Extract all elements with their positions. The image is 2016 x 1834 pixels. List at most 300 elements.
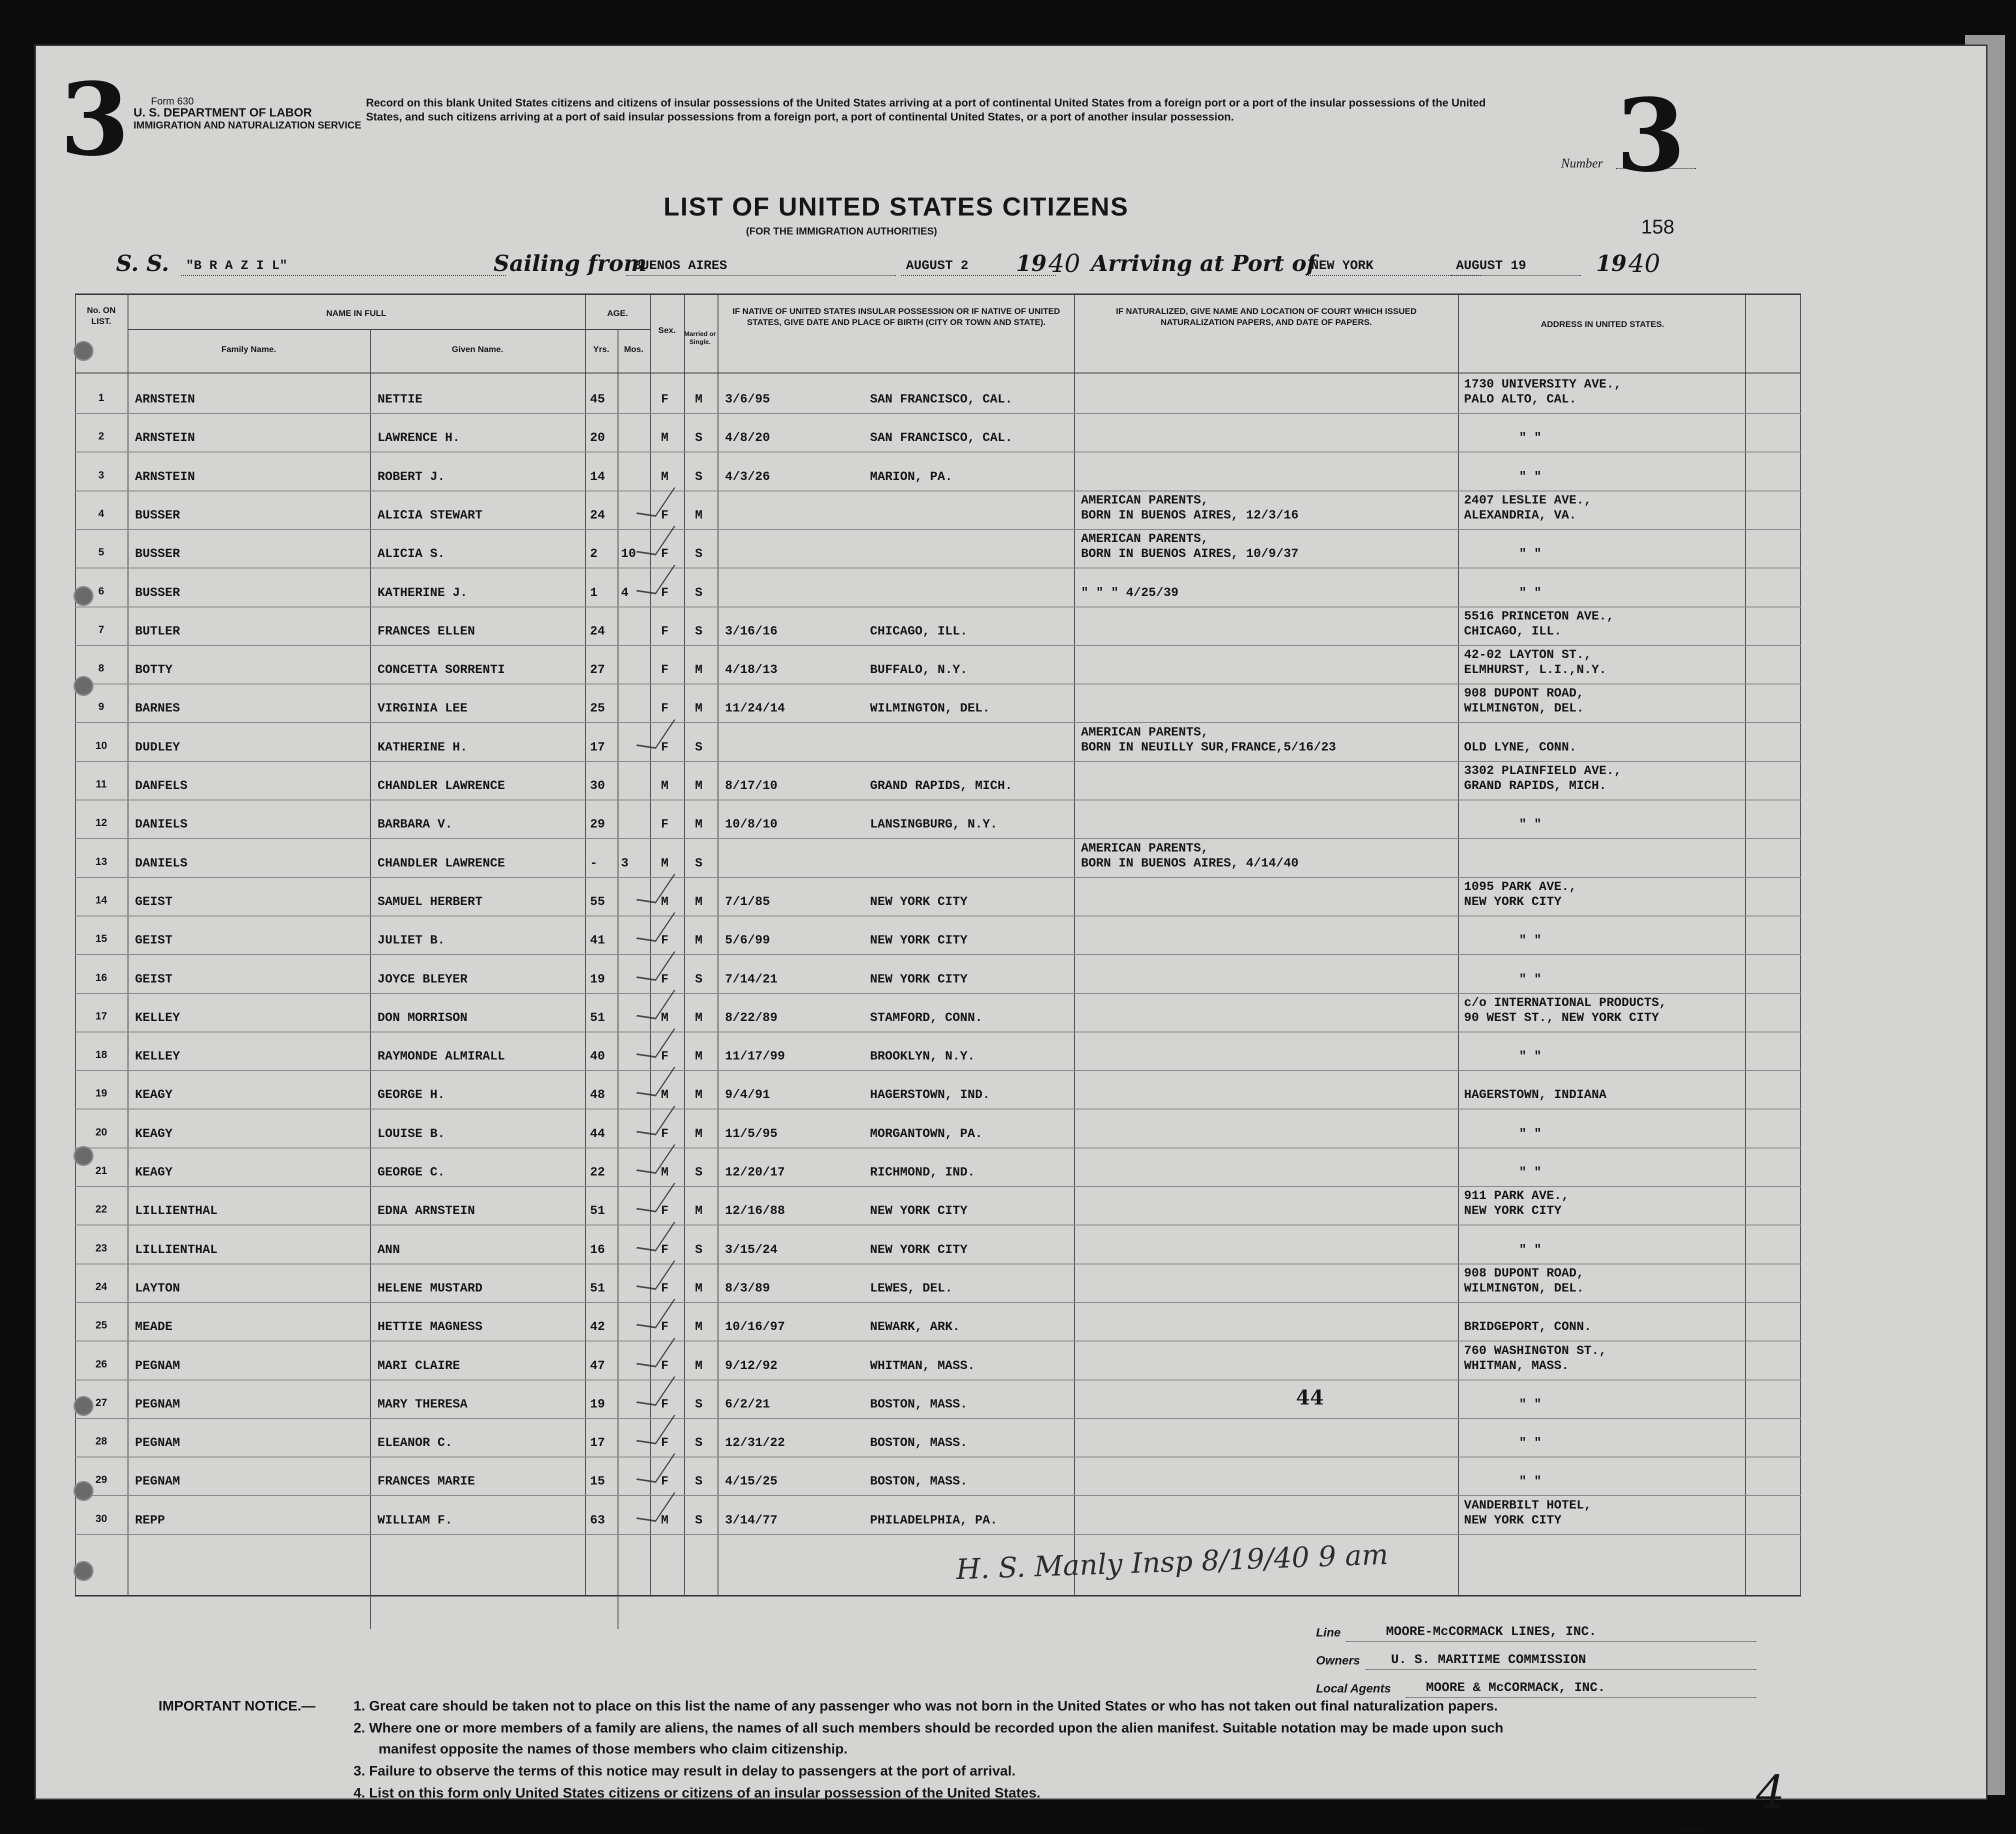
birth-place: NEW YORK CITY — [870, 1204, 968, 1218]
header-married-single: Married or Single. — [684, 330, 716, 346]
sailing-line — [626, 275, 896, 276]
page-stamp-number: 158 — [1641, 216, 1674, 238]
notice-item: 4. List on this form only United States citizens or citizens of an insular possession of the United States. — [354, 1785, 1040, 1800]
owners-value: U. S. MARITIME COMMISSION — [1391, 1652, 1586, 1667]
table-row — [75, 530, 1801, 568]
passenger-table — [75, 294, 1801, 1596]
given-name: CONCETTA SORRENTI — [378, 662, 506, 678]
sex: M — [661, 1010, 669, 1025]
address-line2: " " — [1519, 817, 1542, 832]
family-name: GEIST — [135, 972, 173, 986]
marital-status: S — [695, 469, 703, 484]
number-label: Number — [1561, 156, 1603, 170]
family-name: PEGNAM — [135, 1358, 180, 1373]
address-line1: 42-02 LAYTON ST., — [1464, 648, 1592, 662]
naturalization-line2: BORN IN NEUILLY SUR,FRANCE,5/16/23 — [1081, 740, 1336, 754]
birth-date: 8/17/10 — [725, 778, 778, 793]
sail-year: 40 — [1048, 249, 1080, 278]
table-row — [75, 1342, 1801, 1380]
row-number: 20 — [95, 1126, 108, 1138]
address-line1: 3302 PLAINFIELD AVE., — [1464, 764, 1622, 778]
table-row — [75, 994, 1801, 1032]
row-number: 3 — [98, 469, 104, 481]
birth-place: NEW YORK CITY — [870, 894, 968, 909]
table-row — [75, 414, 1801, 452]
address-line1: 1095 PARK AVE., — [1464, 879, 1577, 894]
address-line1: 760 WASHINGTON ST., — [1464, 1343, 1607, 1358]
address-line1: VANDERBILT HOTEL, — [1464, 1498, 1592, 1512]
age-years: 15 — [590, 1474, 606, 1489]
marital-status: M — [695, 778, 703, 793]
age-years: 48 — [590, 1088, 606, 1102]
row-number: 1 — [98, 392, 104, 404]
notice-item: 2. Where one or more members of a family are aliens, the names of all such members should be recorded upon the alien manifest. Suitable notation may be made upon such — [354, 1720, 1504, 1736]
address-line2: HAGERSTOWN, INDIANA — [1464, 1088, 1607, 1102]
given-name: CHANDLER LAWRENCE — [378, 856, 506, 870]
naturalization-line2: BORN IN BUENOS AIRES, 10/9/37 — [1081, 546, 1299, 562]
sex: M — [661, 894, 669, 909]
age-years: 19 — [590, 1396, 606, 1412]
row-number: 7 — [98, 624, 104, 636]
header-mos: Mos. — [624, 344, 644, 354]
marital-status: S — [695, 430, 703, 446]
address-line2: 90 WEST ST., NEW YORK CITY — [1464, 1010, 1660, 1025]
sex: M — [661, 856, 669, 870]
age-years: 20 — [590, 430, 606, 446]
table-row — [75, 646, 1801, 684]
marital-status: M — [695, 1010, 703, 1025]
given-name: CHANDLER LAWRENCE — [378, 778, 506, 793]
owners-rule — [1366, 1669, 1756, 1670]
given-name: WILLIAM F. — [378, 1512, 453, 1528]
notice-heading: IMPORTANT NOTICE.— — [158, 1698, 316, 1714]
address-line2: " " — [1519, 469, 1542, 484]
line-rule — [1346, 1641, 1756, 1642]
given-name: LAWRENCE H. — [378, 430, 460, 446]
notice-item: 1. Great care should be taken not to place on this list the name of any passenger who was not born in the United States or who has not taken out final naturalization papers. — [354, 1698, 1498, 1714]
punch-hole — [74, 676, 94, 696]
given-name: HETTIE MAGNESS — [378, 1320, 483, 1334]
corner-number-left: 3 — [60, 61, 130, 178]
given-name: GEORGE C. — [378, 1165, 446, 1180]
address-line2: " " — [1519, 1165, 1542, 1180]
family-name: BUSSER — [135, 585, 180, 600]
address-line2: BRIDGEPORT, CONN. — [1464, 1320, 1592, 1334]
sex: M — [661, 430, 669, 446]
table-row — [75, 1186, 1801, 1226]
address-line2: " " — [1519, 1049, 1542, 1064]
birth-date: 8/22/89 — [725, 1010, 778, 1025]
given-name: FRANCES MARIE — [378, 1474, 476, 1489]
age-years: 27 — [590, 662, 606, 678]
header-rule — [75, 372, 1801, 374]
service-name: IMMIGRATION AND NATURALIZATION SERVICE — [134, 120, 362, 131]
table-row — [75, 607, 1801, 646]
address-line2: " " — [1519, 1436, 1542, 1450]
arrival-port: NEW YORK — [1311, 258, 1374, 273]
age-years: 40 — [590, 1049, 606, 1064]
given-name: MARI CLAIRE — [378, 1358, 460, 1373]
notice-item: manifest opposite the names of those members who claim citizenship. — [378, 1741, 848, 1756]
birth-place: BOSTON, MASS. — [870, 1474, 968, 1489]
marital-status: M — [695, 1358, 703, 1373]
table-row — [75, 491, 1801, 530]
age-years: 51 — [590, 1010, 606, 1025]
naturalization-line2: BORN IN BUENOS AIRES, 4/14/40 — [1081, 856, 1299, 870]
sex: F — [661, 585, 669, 600]
birth-date: 4/15/25 — [725, 1474, 778, 1489]
sailing-label: Sailing from — [494, 251, 647, 276]
age-years: 63 — [590, 1512, 606, 1528]
sex: M — [661, 1165, 669, 1180]
address-line2: NEW YORK CITY — [1464, 1512, 1562, 1528]
age-years: 47 — [590, 1358, 606, 1373]
age-years: 19 — [590, 972, 606, 986]
print-mark: 16—8091 — [1676, 1826, 1706, 1834]
address-line1: 1730 UNIVERSITY AVE., — [1464, 377, 1622, 392]
header-given-name: Given Name. — [452, 344, 504, 354]
row-number: 22 — [95, 1204, 108, 1216]
birth-date: 11/5/95 — [725, 1126, 778, 1141]
passenger-count: 44 — [1296, 1386, 1324, 1410]
age-months: 10 — [621, 546, 636, 562]
birth-date: 12/16/88 — [725, 1204, 786, 1218]
birth-date: 8/3/89 — [725, 1280, 770, 1296]
punch-hole — [74, 586, 94, 606]
family-name: KEAGY — [135, 1126, 173, 1141]
voyage-line — [36, 251, 1736, 281]
row-number: 12 — [95, 817, 108, 829]
row-number: 4 — [98, 508, 104, 520]
family-name: KEAGY — [135, 1088, 173, 1102]
address-line2: WHITMAN, MASS. — [1464, 1358, 1570, 1373]
row-number: 27 — [95, 1396, 108, 1408]
birth-date: 4/3/26 — [725, 469, 770, 484]
marital-status: M — [695, 933, 703, 948]
address-line2: ALEXANDRIA, VA. — [1464, 508, 1577, 522]
header-naturalized: IF NATURALIZED, GIVE NAME AND LOCATION OF COURT WHICH ISSUED NATURALIZATION PAPERS, AND DATE OF PAPERS. — [1116, 306, 1417, 327]
row-number: 14 — [95, 894, 108, 906]
given-name: ANN — [378, 1242, 400, 1257]
age-years: 51 — [590, 1280, 606, 1296]
owners-label: Owners — [1316, 1654, 1360, 1668]
address-line2: " " — [1519, 1242, 1542, 1257]
address-line2: PALO ALTO, CAL. — [1464, 392, 1577, 406]
marital-status: S — [695, 972, 703, 986]
given-name: VIRGINIA LEE — [378, 701, 468, 716]
row-number: 28 — [95, 1436, 108, 1448]
sailing-from: BUENOS AIRES — [634, 258, 728, 273]
punch-hole — [74, 1561, 94, 1581]
marital-status: M — [695, 701, 703, 716]
birth-date: 3/16/16 — [725, 624, 778, 638]
birth-date: 10/16/97 — [725, 1320, 786, 1334]
address-line2: WILMINGTON, DEL. — [1464, 701, 1584, 716]
birth-date: 4/18/13 — [725, 662, 778, 678]
given-name: ALICIA S. — [378, 546, 446, 562]
birth-place: STAMFORD, CONN. — [870, 1010, 983, 1025]
header-address: ADDRESS IN UNITED STATES. — [1540, 320, 1664, 329]
birth-date: 6/2/21 — [725, 1396, 770, 1412]
address-line1: 908 DUPONT ROAD, — [1464, 1266, 1584, 1280]
birth-date: 11/24/14 — [725, 701, 786, 716]
header-no: No. ON LIST. — [86, 306, 116, 326]
family-name: BUTLER — [135, 624, 180, 638]
family-name: LAYTON — [135, 1280, 180, 1296]
punch-hole — [74, 1396, 94, 1416]
arrival-year-prefix: 19 — [1596, 251, 1627, 276]
sex: F — [661, 1396, 669, 1412]
age-years: 1 — [590, 585, 598, 600]
sex: F — [661, 1126, 669, 1141]
birth-place: SAN FRANCISCO, CAL. — [870, 392, 1013, 406]
table-row — [75, 684, 1801, 723]
family-name: MEADE — [135, 1320, 173, 1334]
given-name: LOUISE B. — [378, 1126, 446, 1141]
given-name: JULIET B. — [378, 933, 446, 948]
given-name: NETTIE — [378, 392, 423, 406]
address-line2: ELMHURST, L.I.,N.Y. — [1464, 662, 1607, 678]
age-years: 17 — [590, 1436, 606, 1450]
table-row — [75, 955, 1801, 994]
table-row — [75, 1070, 1801, 1110]
table-row — [75, 375, 1801, 414]
table-row — [75, 800, 1801, 839]
birth-date: 3/14/77 — [725, 1512, 778, 1528]
address-line1: 908 DUPONT ROAD, — [1464, 686, 1584, 701]
address-line2: " " — [1519, 933, 1542, 948]
age-years: 2 — [590, 546, 598, 562]
marital-status: M — [695, 1204, 703, 1218]
sex: F — [661, 1280, 669, 1296]
inspector-signature: H. S. Manly Insp 8/19/40 9 am — [956, 1538, 1389, 1586]
address-line1: 2407 LESLIE AVE., — [1464, 492, 1592, 508]
manifest-page — [36, 46, 1986, 1834]
family-name: ARNSTEIN — [135, 392, 196, 406]
arrival-year: 40 — [1628, 249, 1660, 278]
family-name: DANIELS — [135, 817, 188, 832]
given-name: HELENE MUSTARD — [378, 1280, 483, 1296]
address-line2: NEW YORK CITY — [1464, 1204, 1562, 1218]
table-row — [75, 1457, 1801, 1496]
family-name: PEGNAM — [135, 1474, 180, 1489]
row-number: 19 — [95, 1088, 108, 1100]
birth-place: BROOKLYN, N.Y. — [870, 1049, 976, 1064]
naturalization-line1: AMERICAN PARENTS, — [1081, 840, 1209, 856]
naturalization-line1: AMERICAN PARENTS, — [1081, 724, 1209, 740]
birth-date: 11/17/99 — [725, 1049, 786, 1064]
sex: F — [661, 972, 669, 986]
age-years: 42 — [590, 1320, 606, 1334]
address-line2: " " — [1519, 546, 1542, 562]
age-years: 29 — [590, 817, 606, 832]
given-name: JOYCE BLEYER — [378, 972, 468, 986]
punch-hole — [74, 341, 94, 361]
row-number: 2 — [98, 430, 104, 442]
form-number: Form 630 — [151, 96, 194, 107]
arrival-date-line — [1451, 275, 1581, 276]
birth-place: LEWES, DEL. — [870, 1280, 953, 1296]
age-years: 22 — [590, 1165, 606, 1180]
table-row — [75, 878, 1801, 916]
ss-label: S. S. — [116, 251, 170, 276]
row-number: 11 — [96, 778, 107, 790]
address-line2: CHICAGO, ILL. — [1464, 624, 1562, 638]
naturalization-line1: AMERICAN PARENTS, — [1081, 532, 1209, 546]
instructions: Record on this blank United States citizens and citizens of insular possessions of the United States arriving at a port of continental United States from a foreign port or a port of the insular possessions of the United States, and such citizens arriving at a port of said insular possessions from a foreign port, a port of continental United States, or a port of another insular possession. — [366, 96, 1486, 123]
sex: F — [661, 701, 669, 716]
marital-status: M — [695, 662, 703, 678]
birth-place: WHITMAN, MASS. — [870, 1358, 976, 1373]
marital-status: M — [695, 1280, 703, 1296]
sex: F — [661, 624, 669, 638]
age-years: 51 — [590, 1204, 606, 1218]
address-line2: " " — [1519, 1474, 1542, 1489]
marital-status: S — [695, 856, 703, 870]
address-line2: " " — [1519, 1126, 1542, 1141]
birth-place: SAN FRANCISCO, CAL. — [870, 430, 1013, 446]
header-rule — [128, 329, 650, 330]
sex: F — [661, 1474, 669, 1489]
address-line2: WILMINGTON, DEL. — [1464, 1280, 1584, 1296]
marital-status: M — [695, 1126, 703, 1141]
family-name: BARNES — [135, 701, 180, 716]
address-line2: GRAND RAPIDS, MICH. — [1464, 778, 1607, 793]
marital-status: M — [695, 1049, 703, 1064]
row-number: 9 — [98, 701, 104, 713]
table-row — [75, 1380, 1801, 1419]
address-line2: OLD LYNE, CONN. — [1464, 740, 1577, 754]
marital-status: M — [695, 894, 703, 909]
age-years: 14 — [590, 469, 606, 484]
address-line2: " " — [1519, 430, 1542, 446]
family-name: LILLIENTHAL — [135, 1242, 218, 1257]
given-name: KATHERINE H. — [378, 740, 468, 754]
birth-date: 5/6/99 — [725, 933, 770, 948]
page-title: LIST OF UNITED STATES CITIZENS — [664, 192, 1129, 222]
punch-hole — [74, 1481, 94, 1501]
age-years: 45 — [590, 392, 606, 406]
family-name: BUSSER — [135, 508, 180, 522]
row-number: 8 — [98, 662, 104, 674]
birth-place: NEWARK, ARK. — [870, 1320, 960, 1334]
handwritten-page-number: 4 — [1756, 1766, 1785, 1818]
birth-date: 12/20/17 — [725, 1165, 786, 1180]
punch-hole — [74, 1146, 94, 1166]
family-name: REPP — [135, 1512, 166, 1528]
marital-status: M — [695, 817, 703, 832]
naturalization-line1: AMERICAN PARENTS, — [1081, 492, 1209, 508]
arrival-date: AUGUST 19 — [1456, 258, 1526, 273]
address-line2: NEW YORK CITY — [1464, 894, 1562, 909]
age-years: - — [590, 856, 598, 870]
birth-date: 9/4/91 — [725, 1088, 770, 1102]
marital-status: S — [695, 1474, 703, 1489]
birth-place: BUFFALO, N.Y. — [870, 662, 968, 678]
given-name: BARBARA V. — [378, 817, 453, 832]
given-name: ELEANOR C. — [378, 1436, 453, 1450]
row-number: 21 — [95, 1165, 108, 1176]
table-row — [75, 723, 1801, 762]
family-name: BUSSER — [135, 546, 180, 562]
given-name: ALICIA STEWART — [378, 508, 483, 522]
sex: F — [661, 933, 669, 948]
row-number: 10 — [95, 740, 108, 752]
age-years: 55 — [590, 894, 606, 909]
table-row — [75, 1418, 1801, 1458]
header-yrs: Yrs. — [593, 344, 610, 354]
address-line2: " " — [1519, 1396, 1542, 1412]
given-name: GEORGE H. — [378, 1088, 446, 1102]
given-name: SAMUEL HERBERT — [378, 894, 483, 909]
family-name: PEGNAM — [135, 1436, 180, 1450]
table-row — [75, 1148, 1801, 1187]
marital-status: S — [695, 1436, 703, 1450]
agents-label: Local Agents — [1316, 1682, 1391, 1696]
table-row — [75, 1496, 1801, 1535]
marital-status: M — [695, 1088, 703, 1102]
table-row — [75, 1226, 1801, 1264]
family-name: DANFELS — [135, 778, 188, 793]
age-years: 24 — [590, 508, 606, 522]
family-name: KELLEY — [135, 1010, 180, 1025]
sex: M — [661, 778, 669, 793]
birth-date: 10/8/10 — [725, 817, 778, 832]
address-line1: 911 PARK AVE., — [1464, 1188, 1570, 1204]
row-number: 6 — [98, 585, 104, 597]
row-number: 24 — [95, 1280, 108, 1292]
sex: F — [661, 1049, 669, 1064]
address-line2: " " — [1519, 585, 1542, 600]
given-name: DON MORRISON — [378, 1010, 468, 1025]
sex: F — [661, 1436, 669, 1450]
sex: F — [661, 1320, 669, 1334]
sex: M — [661, 469, 669, 484]
row-number: 15 — [95, 933, 108, 945]
given-name: RAYMONDE ALMIRALL — [378, 1049, 506, 1064]
sex: F — [661, 392, 669, 406]
row-number: 29 — [95, 1474, 108, 1486]
table-row — [75, 568, 1801, 608]
birth-date: 12/31/22 — [725, 1436, 786, 1450]
row-number: 30 — [95, 1512, 108, 1524]
line-value: MOORE-McCORMACK LINES, INC. — [1386, 1624, 1597, 1639]
sex: F — [661, 508, 669, 522]
family-name: DUDLEY — [135, 740, 180, 754]
notice-item: 3. Failure to observe the terms of this notice may result in delay to passengers at the port of arrival. — [354, 1763, 1016, 1778]
row-number: 18 — [95, 1049, 108, 1061]
birth-date: 4/8/20 — [725, 430, 770, 446]
marital-status: S — [695, 1242, 703, 1257]
sex: F — [661, 1204, 669, 1218]
age-years: 24 — [590, 624, 606, 638]
age-months: 3 — [621, 856, 629, 870]
row-number: 26 — [95, 1358, 108, 1370]
birth-place: LANSINGBURG, N.Y. — [870, 817, 998, 832]
header-family-name: Family Name. — [221, 344, 276, 354]
header-age: AGE. — [607, 308, 628, 318]
birth-place: BOSTON, MASS. — [870, 1436, 968, 1450]
table-row — [75, 839, 1801, 878]
naturalization-line2: BORN IN BUENOS AIRES, 12/3/16 — [1081, 508, 1299, 522]
age-years: 41 — [590, 933, 606, 948]
family-name: GEIST — [135, 933, 173, 948]
birth-place: BOSTON, MASS. — [870, 1396, 968, 1412]
given-name: EDNA ARNSTEIN — [378, 1204, 476, 1218]
ship-line — [181, 275, 506, 276]
given-name: FRANCES ELLEN — [378, 624, 476, 638]
family-name: BOTTY — [135, 662, 173, 678]
